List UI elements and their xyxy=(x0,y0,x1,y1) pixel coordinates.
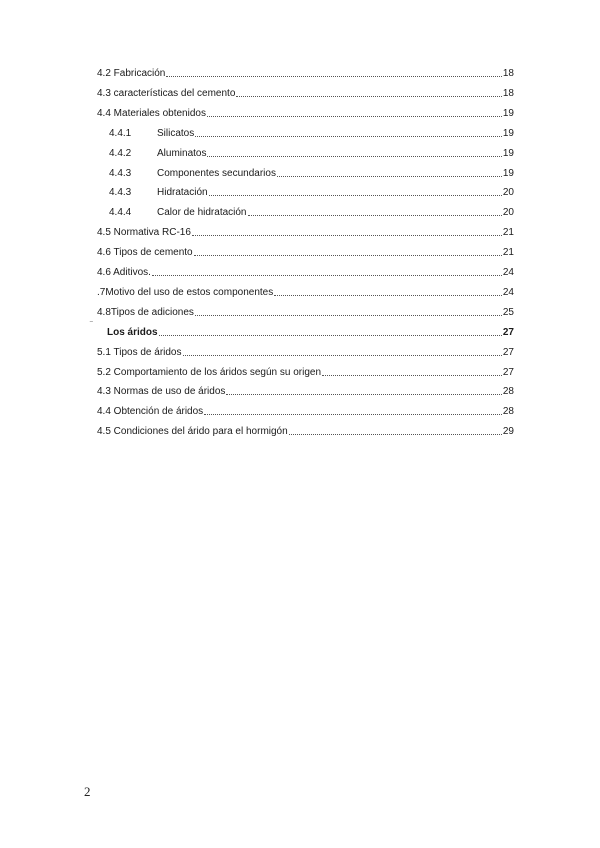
dot-leader xyxy=(204,414,502,415)
dot-leader xyxy=(248,215,502,216)
toc-entry[interactable] xyxy=(109,126,514,140)
toc-entry-label: Aluminatos xyxy=(157,147,207,159)
toc-entry[interactable] xyxy=(109,146,514,160)
dot-leader xyxy=(274,295,502,296)
toc-entry-page: 28 xyxy=(502,386,514,398)
toc-entry-number: 4.4.2 xyxy=(109,147,132,159)
dot-leader xyxy=(152,275,502,276)
toc-entry[interactable] xyxy=(97,86,514,100)
list-marker: ‾ xyxy=(90,321,93,330)
toc-entry-label: 4.2 Fabricación xyxy=(97,68,166,79)
toc-entry-page: 20 xyxy=(502,207,514,219)
toc-entry-page: 27 xyxy=(502,346,514,358)
toc-entry-page: 19 xyxy=(502,107,514,119)
toc-entry-label: 4.5 Normativa RC-16 xyxy=(97,227,191,239)
toc-entry[interactable] xyxy=(109,185,514,199)
toc-entry-page: 19 xyxy=(502,167,514,179)
toc-entry-page: 24 xyxy=(502,267,514,278)
page-number: 2 xyxy=(84,784,91,799)
toc-entry[interactable] xyxy=(97,345,514,359)
toc-entry-label: 4.4 Obtención de áridos xyxy=(97,406,204,418)
toc-entry[interactable] xyxy=(97,225,514,239)
toc-entry-label: 4.8Tipos de adiciones xyxy=(97,306,194,318)
toc-entry-page: 18 xyxy=(502,68,514,79)
dot-leader xyxy=(192,235,502,236)
toc-entry-label: 4.4 Materiales obtenidos xyxy=(97,107,206,119)
toc-entry-label: 4.3 Normas de uso de áridos xyxy=(97,386,226,398)
toc-entry-label: .7Motivo del uso de estos componentes xyxy=(97,286,274,298)
toc-entry-page: 21 xyxy=(502,247,514,259)
toc-entry-label: 5.2 Comportamiento de los áridos según su origen xyxy=(97,366,322,378)
dot-leader xyxy=(226,394,501,395)
toc-entry[interactable] xyxy=(97,365,514,379)
toc-entry[interactable] xyxy=(109,205,514,219)
toc-entry-page: 21 xyxy=(502,227,514,239)
toc-entry-page: 29 xyxy=(502,426,514,438)
toc-entry-label: Los áridos xyxy=(107,326,158,338)
toc-entry[interactable] xyxy=(107,325,514,339)
toc-entry-label: 4.5 Condiciones del árido para el hormigón xyxy=(97,426,288,438)
toc-entry[interactable] xyxy=(97,305,514,319)
toc-entry-label: 4.6 Tipos de cemento xyxy=(97,247,193,259)
toc-entry-page: 28 xyxy=(502,406,514,418)
dot-leader xyxy=(159,335,502,336)
toc-entry-label: Silicatos xyxy=(157,127,195,139)
toc-entry[interactable] xyxy=(97,285,514,299)
toc-entry-page: 27 xyxy=(502,366,514,378)
toc-entry-number: 4.4.3 xyxy=(109,167,132,179)
toc-entry-label: 4.3 características del cemento xyxy=(97,87,236,99)
dot-leader xyxy=(236,96,501,97)
toc-entry-page: 19 xyxy=(502,127,514,139)
dot-leader xyxy=(277,176,502,177)
dot-leader xyxy=(194,255,502,256)
dot-leader xyxy=(207,156,501,157)
toc-entry-label: Calor de hidratación xyxy=(157,207,247,219)
toc-entry-page: 25 xyxy=(502,306,514,318)
toc-entry[interactable] xyxy=(97,265,514,279)
dot-leader xyxy=(195,315,502,316)
toc-entry-label: Componentes secundarios xyxy=(157,167,276,179)
toc-entry-page: 27 xyxy=(502,326,514,338)
toc-entry[interactable] xyxy=(97,384,514,398)
toc-entry-label: 4.6 Aditivos. xyxy=(97,267,151,278)
toc-entry-page: 18 xyxy=(502,87,514,99)
toc-entry-label: Hidratación xyxy=(157,187,208,199)
toc-entry[interactable] xyxy=(97,404,514,418)
toc-entry-number: 4.4.4 xyxy=(109,207,132,219)
dot-leader xyxy=(209,195,502,196)
toc-entry-page: 24 xyxy=(502,286,514,298)
toc-entry-page: 20 xyxy=(502,187,514,199)
toc-entry[interactable] xyxy=(97,245,514,259)
dot-leader xyxy=(166,76,502,77)
dot-leader xyxy=(322,375,502,376)
toc-entry[interactable] xyxy=(109,166,514,180)
dot-leader xyxy=(195,136,502,137)
toc-entry[interactable] xyxy=(97,66,514,80)
toc-entry[interactable] xyxy=(97,106,514,120)
toc-entry-number: 4.4.1 xyxy=(109,127,132,139)
toc-entry-label: 5.1 Tipos de áridos xyxy=(97,346,182,358)
toc-entry-number: 4.4.3 xyxy=(109,187,132,199)
dot-leader xyxy=(183,355,502,356)
dot-leader xyxy=(289,434,502,435)
toc-entry-page: 19 xyxy=(502,147,514,159)
dot-leader xyxy=(207,116,502,117)
toc-entry[interactable] xyxy=(97,424,514,438)
